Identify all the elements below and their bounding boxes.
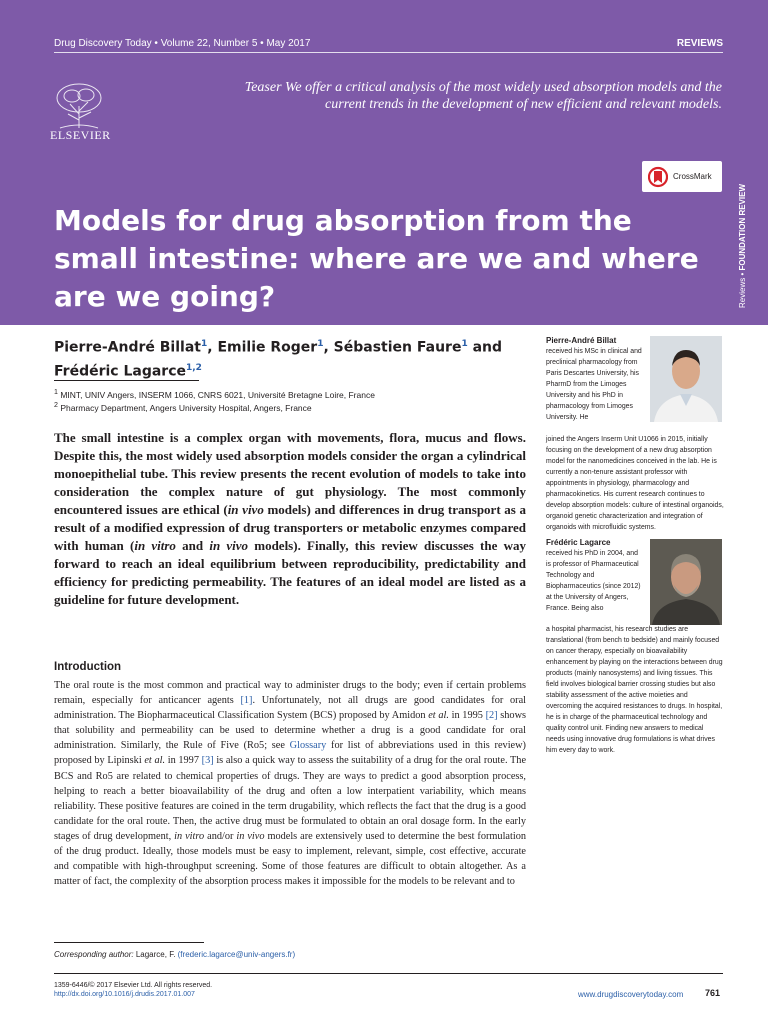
author-name: Emilie Roger (217, 339, 318, 356)
portrait-image (650, 336, 722, 422)
abstract-italic: in vitro (134, 538, 176, 553)
body-italic: in vitro (174, 830, 205, 842)
bio-text: received his MSc in clinical and preclinical pharmacology from Paris Descartes University, his PharmD from the Limoges University and his PhD in pharmacology from Limoges University. He (546, 348, 642, 421)
abstract-italic: in vivo (227, 502, 264, 517)
body-text: models are extensively used to determine the best formulation of the drug product. Ideally, those models must be easy to implement, relevant, simple, cost effective, accurate and compatible with high-throughput screening. Some of those features are difficult to obtain altogether. As a matter of fact, the complexity of the absorption process makes it impossible for the models to be relevant and to (54, 830, 527, 888)
bio-author-name: Pierre-André Billat (546, 336, 617, 345)
abstract (54, 429, 526, 609)
body-italic: et al. (428, 710, 449, 722)
affiliation-marker: 1 (54, 388, 58, 396)
crossmark-icon (648, 166, 668, 188)
affiliation-text: MINT, UNIV Angers, INSERM 1066, CNRS 6021, Université Bretagne Loire, France (60, 389, 375, 400)
corresponding-author (54, 950, 295, 959)
introduction-body (54, 678, 526, 889)
bio-text: received his PhD in 2004, and is professor of Pharmaceutical Technology and Biopharmaceutics (since 2012) at the University of Angers, France. Being also (546, 550, 641, 612)
page-number: 761 (705, 988, 721, 998)
abstract-text: models). Finally, this review discusses the way forward to reach an ideal equilibrium between reproducibility, predictability and efficiency for predicting permeability. The features of an ideal model are listed as a guideline for future development. (54, 538, 526, 607)
journal-website-link[interactable]: www.drugdiscoverytoday.com (578, 990, 684, 999)
affiliation-1 (54, 388, 375, 400)
body-text: The oral route is the most common and practical way to administer drugs to the body; even if certain problems remain, especially for anticancer agents (54, 680, 526, 707)
glossary-link[interactable]: Glossary (289, 740, 327, 752)
reference-link[interactable]: [3] (201, 755, 214, 767)
body-text: in 1997 (165, 755, 202, 767)
footer-divider (54, 973, 723, 974)
crossmark-button[interactable] (642, 161, 722, 192)
side-label-bold: FOUNDATION REVIEW (738, 184, 747, 271)
affiliation-text: Pharmacy Department, Angers University Hospital, Angers, France (60, 402, 312, 413)
author-photo-lagarce (650, 539, 722, 625)
author-affiliation-ref[interactable]: 1 (461, 339, 468, 349)
author-affiliation-ref[interactable]: 1,2 (186, 362, 202, 373)
journal-citation: Drug Discovery Today • Volume 22, Number 5 • May 2017 (54, 38, 311, 49)
abstract-text: and (175, 538, 210, 553)
doi-link[interactable]: http://dx.doi.org/10.1016/j.drudis.2017.01.007 (54, 991, 195, 998)
author-list (54, 334, 534, 381)
side-section-label (738, 168, 747, 308)
header-divider (54, 52, 723, 53)
body-text: . Unfortunately, not all drugs are good candidates for oral administration. The Biopharmaceutical Classification System (BCS) proposed by Amidon (54, 695, 526, 722)
corresponding-name: Lagarce, F. (133, 950, 178, 959)
article-title: Models for drug absorption from the small intestine: where are we and where are we going? (54, 204, 699, 313)
corresponding-label: Corresponding author: (54, 950, 134, 959)
side-label-prefix: Reviews • (738, 270, 747, 308)
body-text: shows that solubility and permeability can be used to determine whether a drug is a good candidate for oral administration. Similarly, the Rule of Five (Ro5; see (54, 710, 527, 752)
email-link[interactable]: (frederic.lagarce@univ-angers.fr) (177, 950, 296, 959)
author-bio-2 (546, 537, 644, 614)
body-text: for list of abbreviations used in this review) proposed by Lipinski (54, 740, 526, 767)
author-name: Pierre-André Billat (54, 339, 201, 356)
section-label: REVIEWS (676, 38, 723, 49)
teaser-line-2: current trends in the development of new efficient and relevant models. (325, 97, 722, 112)
author-separator: , (207, 339, 218, 356)
abstract-text: The small intestine is a complex organ with movements, flora, mucus and flows. Despite this, the most widely used absorption models consider the organ a cylindrical monoepithelial tube. This review presents the recent evolution of models to take into consideration the complex nature of gut physiology. The most commonly encountered issues are ethical ( (54, 430, 526, 517)
crossmark-label: CrossMark (673, 172, 712, 181)
author-photo-billat (650, 336, 722, 422)
abstract-italic: in vivo (209, 538, 249, 553)
author-affiliation-ref[interactable]: 1 (317, 339, 324, 349)
body-italic: et al. (144, 755, 166, 767)
bio-author-name: Frédéric Lagarce (546, 538, 611, 547)
author-name: Frédéric Lagarce (54, 363, 186, 380)
body-text: in 1995 (448, 710, 486, 722)
affiliation-marker: 2 (54, 401, 58, 409)
bio-text-continued: joined the Angers Inserm Unit U1066 in 2015, initially focusing on the development of a new drug absorption model for the nanomedicines conceived in the lab. He is currently a non-tenure assistant professor with appointments in physiology, pharmacology and pharmacokinetics. His current research continues to develop absorption models: culture of intestinal organoids, organoid genetic characterization and integration of organoids with microfluidic systems. (546, 436, 724, 531)
bio-text-continued: a hospital pharmacist, his research studies are translational (from bench to bedside) and mainly focused on cancer therapy, especially on bioavailability enhancement by playing on the interactions between drug products (mainly nanosystems) and living tissues. This field involves biological barrier crossing studies but also stability assessment of the active moieties and overcoming the acquired resistances to drugs. In hospital, he is in charge of the pharmaceutical technology and quality control unit. Finding new answers to medical needs using innovative drug formulations is what drives him every day to work. (546, 626, 723, 754)
section-heading: Introduction (54, 661, 122, 673)
body-text: and/or (204, 830, 237, 842)
affiliation-2 (54, 401, 312, 413)
author-separator: , (323, 339, 334, 356)
reference-link[interactable]: [1] (240, 695, 253, 707)
portrait-image (650, 539, 722, 625)
author-separator: and (467, 339, 503, 356)
footnote-divider (54, 942, 204, 943)
author-bio-1 (546, 335, 644, 423)
author-name: Sébastien Faure (333, 339, 462, 356)
abstract-text: models) and differences in drug transport as a result of a modified expression of drug transporters or metabolic enzymes compared with human ( (54, 502, 526, 553)
author-divider (54, 380, 199, 381)
publisher-name: ELSEVIER (50, 128, 111, 142)
author-affiliation-ref[interactable]: 1 (200, 339, 208, 349)
body-text: is also a quick way to assess the suitability of a drug for the oral route. The BCS and Ro5 are related to chemical properties of drugs. They are ways to predict a good absorption process, helping to reach a better bioavailability of the drug and often a low interpatient variability, which means reliability. These positive features are coined in the term drugability, which reflects the fact that the drug is a good candidate for the oral route. Then, the active drug must be formulated to obtain an oral dosage form. In the early stages of drug development, (54, 755, 527, 842)
reference-link[interactable]: [2] (485, 710, 498, 722)
body-italic: in vivo (236, 830, 265, 842)
teaser (140, 79, 722, 113)
teaser-line-1: Teaser We offer a critical analysis of the most widely used absorption models and the (244, 80, 722, 95)
issn-copyright: 1359-6446/© 2017 Elsevier Ltd. All rights reserved. (54, 982, 213, 989)
